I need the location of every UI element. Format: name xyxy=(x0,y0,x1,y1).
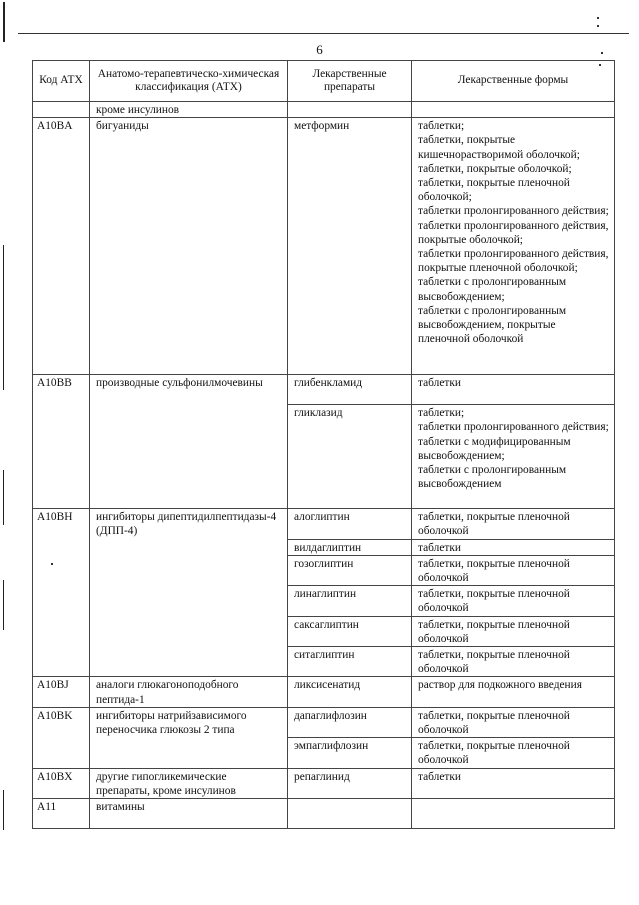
continuation-row xyxy=(33,102,615,118)
header-atc: Анатомо-терапевтическо-химическая классификация (АТХ) xyxy=(90,61,288,102)
table-row xyxy=(33,375,615,405)
drug-name xyxy=(288,799,412,829)
drug-name: ликсисенатид xyxy=(288,677,412,707)
atc-group-name: ингибиторы дипептидилпептидазы-4 (ДПП-4) xyxy=(90,509,288,677)
atc-code: A10BX xyxy=(33,768,90,798)
dosage-forms: таблетки, покрытые пленочной оболочкой xyxy=(412,586,615,616)
continuation-form-cell xyxy=(412,102,615,118)
continuation-drug-cell xyxy=(288,102,412,118)
dosage-forms: таблетки xyxy=(412,539,615,555)
atc-code: A11 xyxy=(33,799,90,829)
scan-edge-mark xyxy=(3,580,4,630)
dosage-forms: таблетки xyxy=(412,768,615,798)
dosage-forms: таблетки; таблетки пролонгированного действия; таблетки с модифицированным высвобождением; таблетки с пролонгированным высвобождением xyxy=(412,405,615,509)
dosage-forms: таблетки xyxy=(412,375,615,405)
scan-dot xyxy=(597,17,599,19)
table-row xyxy=(33,509,615,539)
drug-name: репаглинид xyxy=(288,768,412,798)
drug-classification-table xyxy=(32,60,615,829)
header-code: Код АТХ xyxy=(33,61,90,102)
drug-name: гликлазид xyxy=(288,405,412,509)
page-number: 6 xyxy=(316,42,323,57)
scan-edge-mark xyxy=(3,790,4,830)
atc-group-name: другие гипогликемические препараты, кроме инсулинов xyxy=(90,768,288,798)
continuation-text: кроме инсулинов xyxy=(90,102,288,118)
scan-edge-mark xyxy=(3,2,5,42)
atc-code: A10BA xyxy=(33,118,90,375)
table-row xyxy=(33,707,615,737)
header-drugs: Лекарственные препараты xyxy=(288,61,412,102)
header-forms: Лекарственные формы xyxy=(412,61,615,102)
atc-group-name: аналоги глюкагоноподобного пептида-1 xyxy=(90,677,288,707)
drug-name: метформин xyxy=(288,118,412,375)
table-row xyxy=(33,768,615,798)
continuation-code-cell xyxy=(33,102,90,118)
atc-code: A10BH xyxy=(33,509,90,677)
dosage-forms: таблетки, покрытые пленочной оболочкой xyxy=(412,647,615,677)
drug-name: эмпаглифлозин xyxy=(288,738,412,768)
dosage-forms: таблетки, покрытые пленочной оболочкой xyxy=(412,616,615,646)
scan-dot xyxy=(597,25,599,27)
drug-name: дапаглифлозин xyxy=(288,707,412,737)
atc-group-name: ингибиторы натрийзависимого переносчика глюкозы 2 типа xyxy=(90,707,288,768)
table-row xyxy=(33,677,615,707)
dosage-forms xyxy=(412,799,615,829)
atc-group-name: производные сульфонилмочевины xyxy=(90,375,288,509)
dosage-forms: таблетки, покрытые пленочной оболочкой xyxy=(412,707,615,737)
header-row xyxy=(33,61,615,102)
table-body xyxy=(33,102,615,829)
dosage-forms: таблетки, покрытые пленочной оболочкой xyxy=(412,555,615,585)
drug-name: алоглиптин xyxy=(288,509,412,539)
table-row xyxy=(33,118,615,375)
atc-group-name: бигуаниды xyxy=(90,118,288,375)
header-rule xyxy=(18,33,629,34)
dosage-forms: таблетки, покрытые пленочной оболочкой xyxy=(412,509,615,539)
atc-code: A10BB xyxy=(33,375,90,509)
drug-name: саксаглиптин xyxy=(288,616,412,646)
table-row xyxy=(33,799,615,829)
dosage-forms: раствор для подкожного введения xyxy=(412,677,615,707)
drug-name: ситаглиптин xyxy=(288,647,412,677)
scan-edge-mark xyxy=(3,470,4,525)
scan-edge-mark xyxy=(3,245,4,390)
drug-name: гозоглиптин xyxy=(288,555,412,585)
atc-code: A10BJ xyxy=(33,677,90,707)
drug-name: линаглиптин xyxy=(288,586,412,616)
atc-group-name: витамины xyxy=(90,799,288,829)
drug-name: глибенкламид xyxy=(288,375,412,405)
atc-code: A10BK xyxy=(33,707,90,768)
dosage-forms: таблетки; таблетки, покрытые кишечнорастворимой оболочкой; таблетки, покрытые оболочкой; таблетки, покрытые пленочной оболочкой; таблетки пролонгированного действия; таблетки пролонгированного действия, покрытые оболочкой; таблетки пролонгированного действия, покрытые пленочной оболочкой; таблетки с пролонгированным высвобождением; таблетки с пролонгированным высвобождением, покрытые пленочной оболочкой xyxy=(412,118,615,375)
drug-name: вилдаглиптин xyxy=(288,539,412,555)
dosage-forms: таблетки, покрытые пленочной оболочкой xyxy=(412,738,615,768)
